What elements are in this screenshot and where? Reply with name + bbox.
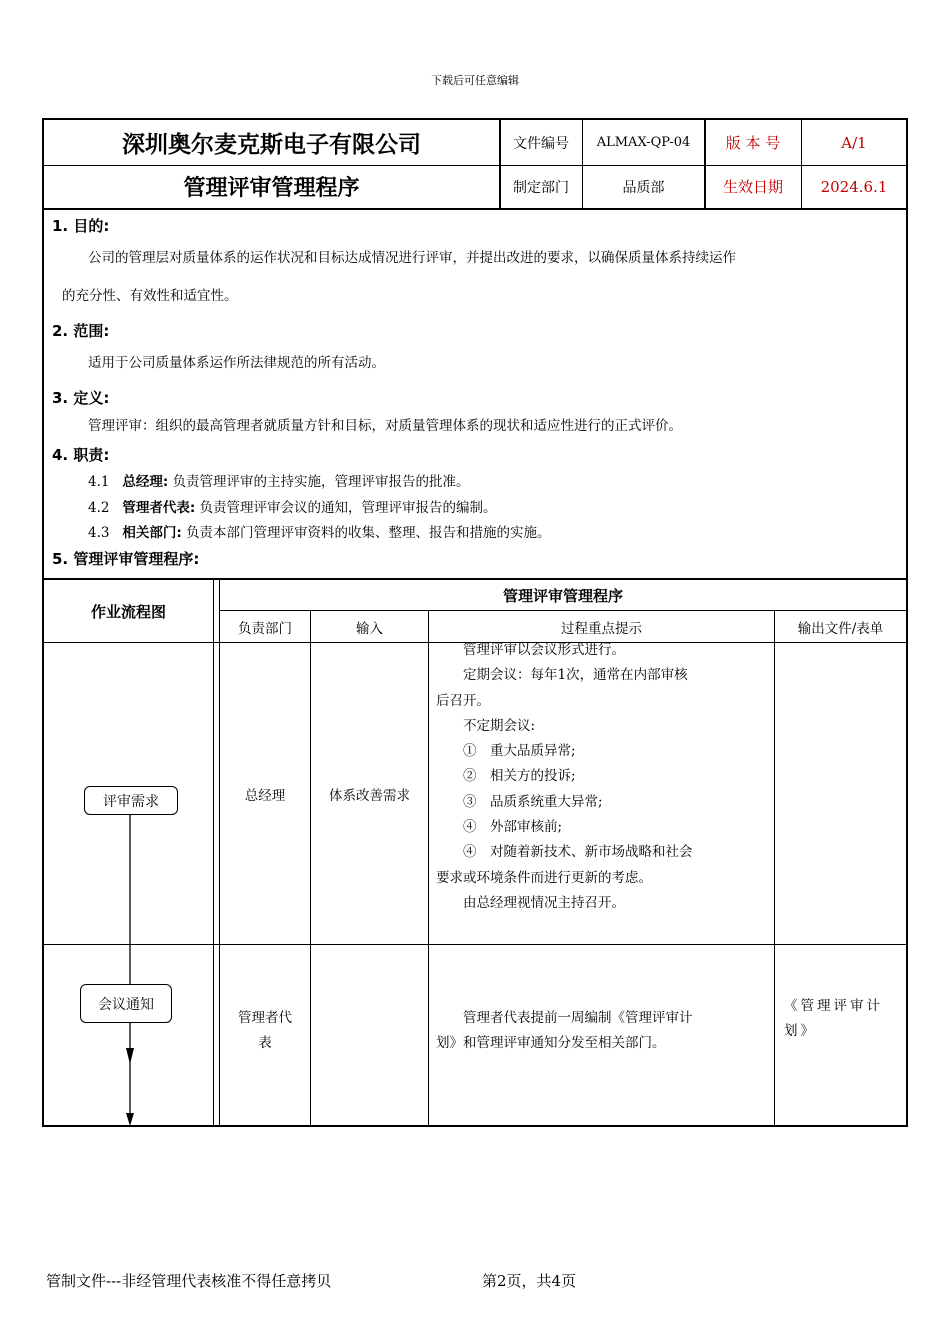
- duty-item: 4.2 管理者代表: 负责管理评审会议的通知，管理评审报告的编制。: [88, 500, 497, 516]
- footer-control-note: 管制文件---非经管理代表核准不得任意拷贝: [46, 1272, 332, 1290]
- footer-page-number: 第2页，共4页: [482, 1272, 577, 1290]
- col-points-header: 过程重点提示: [561, 620, 642, 637]
- duty-item: 4.3 相关部门: 负责本部门管理评审资料的收集、整理、报告和措施的实施。: [88, 525, 551, 541]
- flow-table: [42, 578, 908, 1127]
- scope-title: 2. 范围:: [52, 322, 110, 340]
- row1-output: [775, 643, 906, 944]
- top-note: 下载后可任意编辑: [431, 74, 519, 87]
- col-input-header: 输入: [356, 620, 383, 637]
- definition-text: 管理评审：组织的最高管理者就质量方针和目标，对质量管理体系的现状和适应性进行的正式评价。: [88, 418, 682, 434]
- table-title: 管理评审管理程序: [502, 586, 623, 605]
- definition-title: 3. 定义:: [52, 389, 110, 407]
- row2-input: [311, 945, 428, 1125]
- doc-no-value: ALMAX-QP-04: [596, 135, 691, 150]
- purpose-title: 1. 目的:: [52, 217, 110, 235]
- flow-connector: [44, 580, 213, 1125]
- col-output-header: 输出文件/表单: [797, 620, 884, 637]
- row1-points: 管理评审以会议形式进行。 定期会议：每年1次，通常在内部审核 后召开。 不定期会议: ① 重大品质异常; ② 相关方的投诉; ③ 品质系统重大异常; ④ 外部审核前; ④ 对随着新技术、新市场战略和社会 要求或环境条件而进行更新的考虑。 由总经理视情况主持召开。: [436, 642, 693, 911]
- purpose-text-1: 公司的管理层对质量体系的运作状况和目标达成情况进行评审，并提出改进的要求，以确保质量体系持续运作: [88, 250, 736, 266]
- document-header: [42, 118, 908, 210]
- dept-label: 制定部门: [513, 179, 569, 196]
- effective-label: 生效日期: [722, 178, 783, 196]
- version-value: A/1: [841, 133, 867, 152]
- dept-value: 品质部: [622, 179, 665, 196]
- version-label: 版 本 号: [725, 134, 781, 152]
- row1-dept: 总经理: [244, 787, 286, 804]
- row1-input: 体系改善需求: [329, 787, 410, 804]
- flowchart-header: 作业流程图: [90, 602, 166, 621]
- scope-text: 适用于公司质量体系运作所法律规范的所有活动。: [88, 355, 385, 371]
- procedure-title: 5. 管理评审管理程序:: [52, 550, 200, 568]
- purpose-text-2: 的充分性、有效性和适宜性。: [62, 288, 238, 304]
- flow-node-meeting-notice: 会议通知: [80, 984, 172, 1023]
- row2-points: 管理者代表提前一周编制《管理评审计 划》和管理评审通知分发至相关部门。: [436, 1010, 693, 1052]
- document-title: 管理评审管理程序: [183, 176, 360, 201]
- row2-dept: 管理者代 表: [238, 1010, 292, 1051]
- effective-value: 2024.6.1: [820, 177, 888, 196]
- duty-title: 4. 职责:: [52, 446, 110, 464]
- company-name: 深圳奥尔麦克斯电子有限公司: [122, 132, 421, 158]
- duty-item: 4.1 总经理: 负责管理评审的主持实施，管理评审报告的批准。: [88, 474, 470, 490]
- row2-output: 《管理评审计 划》: [784, 998, 883, 1039]
- flow-node-review-demand: 评审需求: [84, 786, 178, 815]
- doc-no-label: 文件编号: [513, 135, 569, 152]
- col-dept-header: 负责部门: [238, 620, 292, 637]
